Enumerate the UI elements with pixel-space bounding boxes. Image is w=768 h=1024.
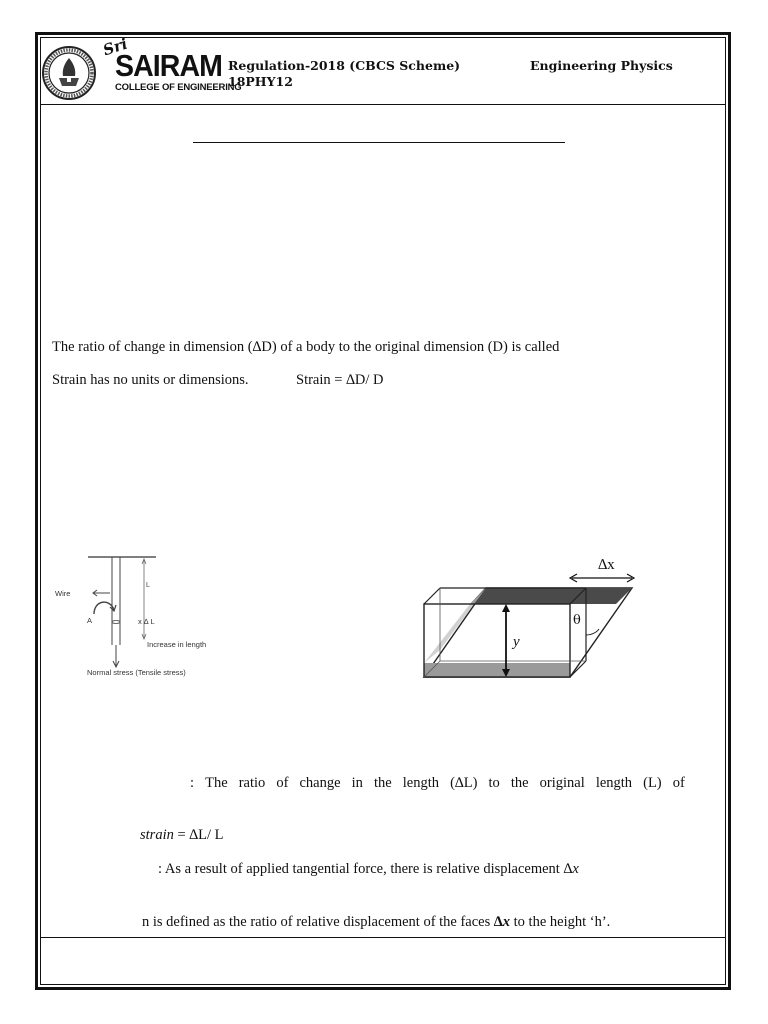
- shear-ratio-suffix: to the height ‘h’.: [510, 914, 611, 930]
- word: in: [351, 775, 363, 791]
- word: change: [299, 775, 341, 791]
- shear-ratio-text: n is defined as the ratio of relative displacement of the faces: [142, 914, 494, 930]
- tensile-label-wire: Wire: [55, 589, 71, 598]
- strain-symbol: strain: [140, 827, 174, 843]
- word: (L): [643, 775, 662, 791]
- footer-divider: [40, 937, 726, 938]
- brand-subtitle: COLLEGE OF ENGINEERING: [115, 82, 242, 93]
- word: of: [276, 775, 289, 791]
- tensile-stress-figure: [50, 550, 240, 682]
- tensile-label-increase: Increase in length: [147, 640, 207, 649]
- shear-strain-ratio: [142, 915, 610, 930]
- title-underline: [193, 142, 565, 143]
- shear-ratio-var: ∆x: [493, 914, 511, 930]
- tensile-caption: Normal stress (Tensile stress): [87, 668, 186, 677]
- brand-prefix: Sri: [100, 34, 130, 60]
- word: the: [510, 775, 529, 791]
- word: of: [672, 775, 685, 791]
- word: :: [190, 775, 195, 791]
- word: (∆L): [450, 775, 478, 791]
- strain-eq-rhs: = ∆L/ L: [173, 827, 224, 843]
- word: original: [539, 775, 585, 791]
- tensile-label-a: A: [87, 616, 93, 625]
- subject-name: Engineering Physics: [530, 58, 673, 73]
- strain-units: Strain has no units or dimensions.: [52, 372, 249, 388]
- brand-name: SAIRAM: [115, 48, 222, 83]
- strain-formula: Strain = ∆D/ D: [296, 372, 384, 388]
- shear-strain-figure: [420, 550, 640, 682]
- shear-label-theta: θ: [573, 613, 581, 628]
- word: length: [595, 775, 633, 791]
- course-code: 18PHY12: [228, 74, 293, 89]
- strain-definition: The ratio of change in dimension (∆D) of a body to the original dimension (D) is called: [52, 339, 560, 355]
- tensile-label-length: L: [146, 582, 150, 589]
- shear-strain-definition: [158, 862, 579, 877]
- longitudinal-strain-definition: [190, 775, 685, 792]
- shear-def-text: : As a result of applied tangential force, there is relative displacement: [158, 861, 564, 877]
- regulation-text: Regulation-2018 (CBCS Scheme): [228, 58, 461, 73]
- word: the: [373, 775, 392, 791]
- tensile-label-delta-l: x ∆ L: [138, 617, 155, 626]
- college-seal-logo: [42, 46, 96, 100]
- word: The: [205, 775, 228, 791]
- word: to: [488, 775, 500, 791]
- shear-label-delta-x: ∆x: [598, 557, 615, 573]
- word: ratio: [238, 775, 266, 791]
- shear-def-var: ∆x: [563, 861, 579, 877]
- shear-label-y: y: [513, 634, 520, 650]
- header-divider: [40, 104, 726, 105]
- word: length: [402, 775, 439, 791]
- longitudinal-strain-equation: [140, 828, 224, 843]
